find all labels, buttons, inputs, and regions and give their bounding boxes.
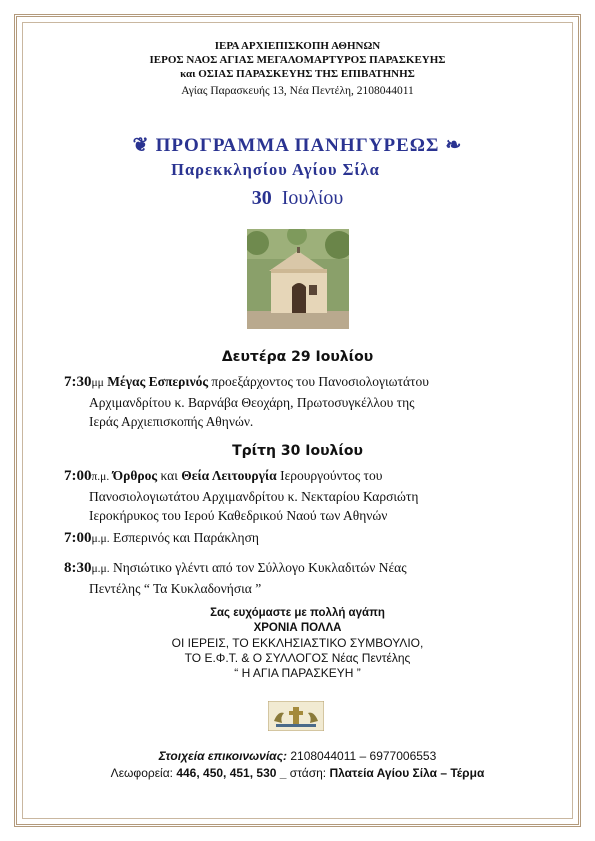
day1-vespers-event: Μέγας Εσπερινός — [107, 374, 209, 389]
day2-matins-event: Όρθρος — [112, 468, 158, 483]
bus-lines: 446, 450, 451, 530 _ — [176, 766, 287, 780]
stop-label: στάση: — [289, 766, 327, 780]
day2-liturgy-event: Θεία Λειτουργία — [181, 468, 277, 483]
day2-paraklesis-text: Εσπερινός και Παράκληση — [112, 530, 259, 545]
program-title-text: ΠΡΟΓΡΑΜΜΑ ΠΑΝΗΓΥΡΕΩΣ — [155, 135, 440, 156]
floral-ornament-right-icon: ❧ — [445, 135, 463, 156]
bus-line — [22, 765, 573, 782]
day1-vespers-line3: Ιεράς Αρχιεπισκοπής Αθηνών. — [89, 414, 254, 429]
day2-liturgy-line3: Ιεροκήρυκος του Ιερού Καθεδρικού Ναού των Αθηνών — [89, 508, 388, 523]
closing-wish: Σας ευχόμαστε με πολλή αγάπη — [210, 607, 385, 619]
bus-label: Λεωφορεία: — [110, 766, 173, 780]
day2-paraklesis-unit: μ.μ. — [91, 533, 110, 545]
day2-heading: Τρίτη 30 Ιουλίου — [232, 443, 363, 459]
day1-heading: Δευτέρα 29 Ιουλίου — [221, 349, 374, 365]
day2-feast-line1: Νησιώτικο γλέντι από τον Σύλλογο Κυκλαδιτών Νέας — [112, 560, 407, 575]
contact-line — [22, 748, 573, 765]
header-church: ΙΕΡΟΣ ΝΑΟΣ ΑΓΙΑΣ ΜΕΓΑΛΟΜΑΡΤΥΡΟΣ ΠΑΡΑΣΚΕΥΗΣ — [149, 54, 446, 66]
day2-liturgy-entry — [64, 466, 549, 525]
closing-block — [22, 606, 573, 681]
day2-feast-entry — [64, 558, 549, 598]
header-address: Αγίας Παρασκευής 13, Νέα Πεντέλη, 2108044011 — [181, 85, 414, 97]
day1-vespers-entry — [64, 372, 549, 431]
closing-greeting: ΧΡΟΝΙΑ ΠΟΛΛΑ — [253, 622, 342, 634]
floral-ornament-left-icon: ❦ — [132, 135, 150, 156]
contact-phones: 2108044011 – 6977006553 — [290, 749, 437, 763]
day2-liturgy-line2: Πανοσιολογιωτάτου Αρχιμανδρίτου κ. Νεκταρίου Καρσιώτη — [89, 489, 419, 504]
day2-feast-line2: Πεντέλης “ Τα Κυκλαδονήσια ” — [89, 581, 262, 596]
feast-date-month: Ιουλίου — [281, 187, 344, 209]
day1-vespers-line1: προεξάρχοντος του Πανοσιολογιωτάτου — [211, 374, 429, 389]
day1-vespers-unit: μμ — [91, 377, 104, 389]
church-emblem-icon — [268, 701, 324, 731]
feast-date-day: 30 — [251, 187, 272, 209]
program-title — [22, 134, 573, 157]
chapel-subtitle: Παρεκκλησίου Αγίου Σίλα — [171, 160, 380, 179]
closing-signature-3: “ Η ΑΓΙΑ ΠΑΡΑΣΚΕΥΗ ” — [234, 666, 361, 680]
header-church-cont: και ΟΣΙΑΣ ΠΑΡΑΣΚΕΥΗΣ ΤΗΣ ΕΠΙΒΑΤΗΝΗΣ — [180, 68, 415, 80]
chapel-photo — [247, 229, 349, 329]
header-archdiocese: ΙΕΡΑ ΑΡΧΙΕΠΙΣΚΟΠΗ ΑΘΗΝΩΝ — [214, 40, 381, 52]
closing-signature-1: ΟΙ ΙΕΡΕΙΣ, ΤΟ ΕΚΚΛΗΣΙΑΣΤΙΚΟ ΣΥΜΒΟΥΛΙΟ, — [171, 636, 424, 650]
day2-liturgy-unit: π.μ. — [91, 471, 110, 483]
feast-date — [22, 187, 573, 210]
day2-liturgy-line1: Ιερουργούντος του — [280, 468, 383, 483]
day2-feast-unit: μ.μ. — [91, 563, 110, 575]
day2-paraklesis-entry — [64, 528, 549, 549]
closing-signature-2: ΤΟ Ε.Φ.Τ. & Ο ΣΥΛΛΟΓΟΣ Νέας Πεντέλης — [184, 651, 411, 665]
stop-name: Πλατεία Αγίου Σίλα – Τέρμα — [329, 766, 485, 780]
day1-vespers-line2: Αρχιμανδρίτου κ. Βαρνάβα Θεοχάρη, Πρωτοσυγκέλλου της — [89, 395, 415, 410]
day2-paraklesis-time: 7:00 — [64, 530, 92, 546]
day1-vespers-time: 7:30 — [64, 374, 92, 390]
day2-liturgy-and: και — [160, 468, 178, 483]
day2-feast-time: 8:30 — [64, 560, 92, 576]
contact-label: Στοιχεία επικοινωνίας: — [158, 749, 287, 763]
day2-liturgy-time: 7:00 — [64, 468, 92, 484]
